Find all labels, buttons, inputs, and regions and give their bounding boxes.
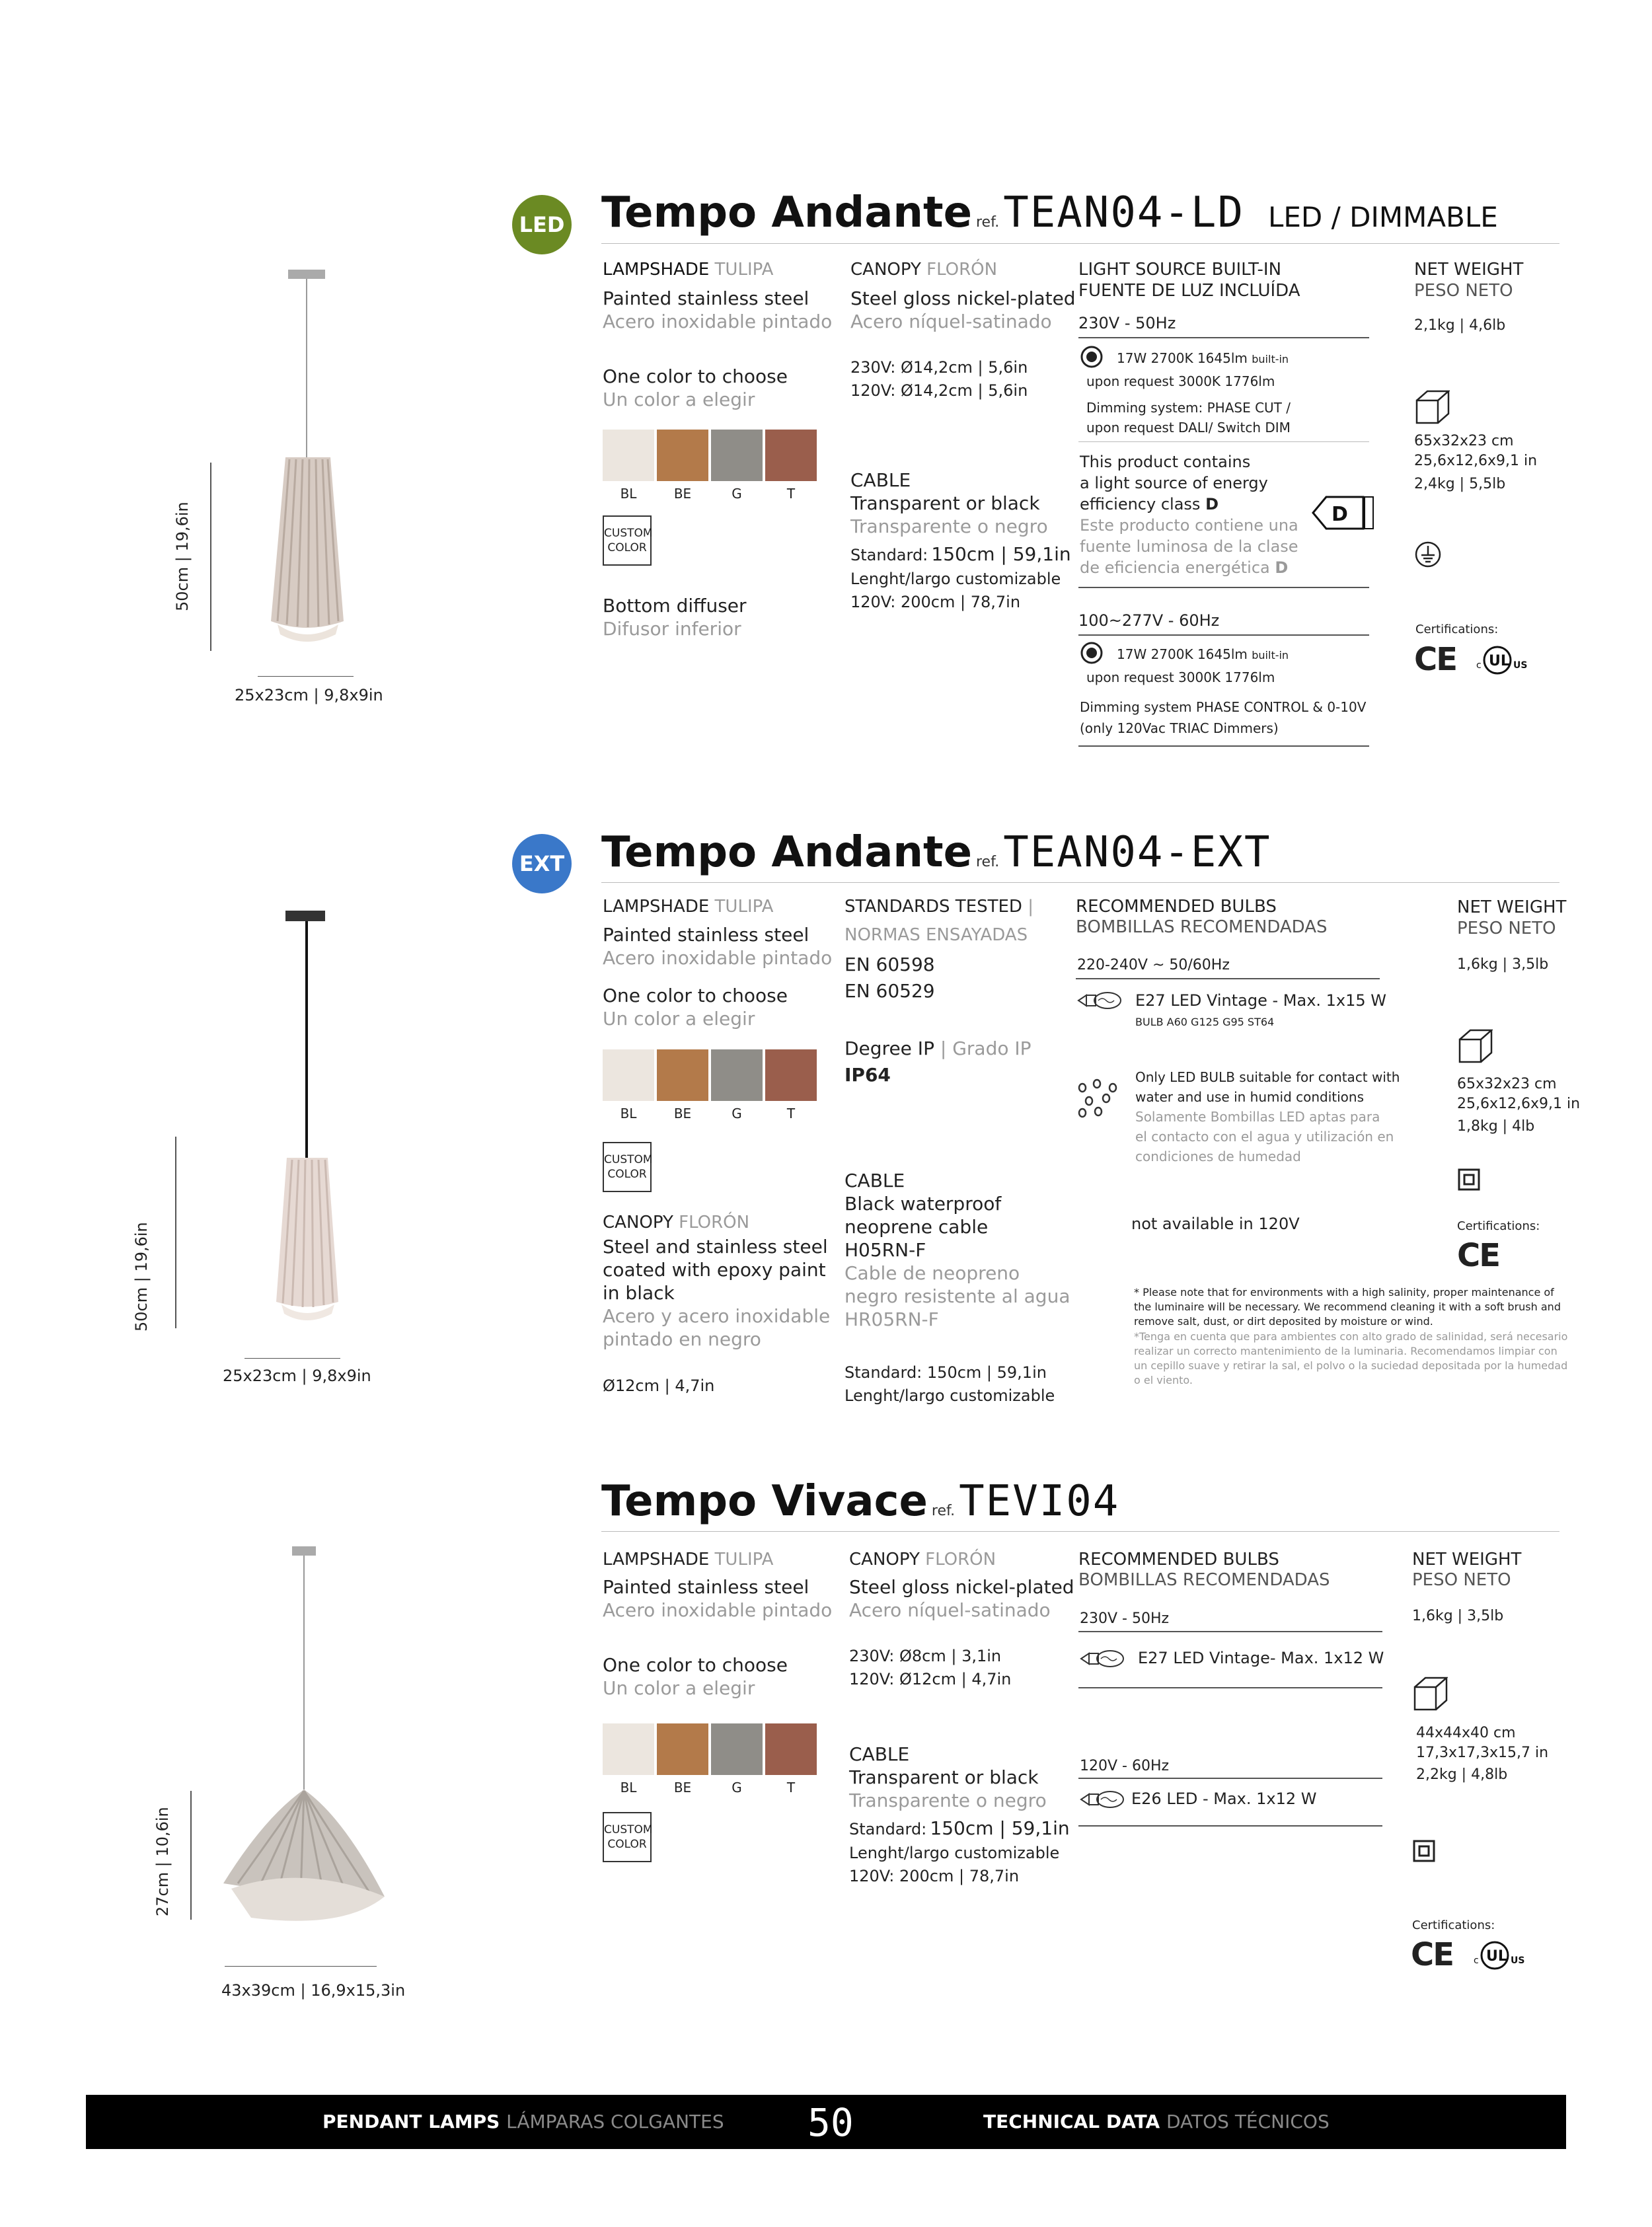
humidity-note-es: el contacto con el agua y utilización en	[1135, 1129, 1394, 1145]
product-name: Tempo Vivace	[601, 1477, 928, 1526]
salinity-note-es: *Tenga en cuenta que para ambientes con alto grado de salinidad, será necesario realizar un correcto mantenimiento de la luminaria. Recomendamos limpiar con un cepillo suave y retirar la sal, el polvo o la suciedad depositada por la humedad o el viento.	[1134, 1330, 1568, 1386]
cable-material: Transparent or black	[849, 1766, 1039, 1788]
divider	[1078, 1825, 1382, 1827]
svg-text:US: US	[1513, 660, 1528, 671]
height-dimension: 50cm | 19,6in	[132, 1222, 151, 1332]
light-source-heading: LIGHT SOURCE BUILT-IN	[1078, 260, 1282, 280]
product-name: Tempo Andante	[601, 828, 972, 877]
weight-heading-es: PESO NETO	[1414, 281, 1513, 301]
cable-material: neoprene cable	[845, 1216, 989, 1238]
canopy-material: Steel and stainless steel	[603, 1236, 828, 1258]
swatch-g[interactable]	[711, 1049, 763, 1101]
swatch-be[interactable]	[657, 1049, 708, 1101]
ref-label: ref.	[975, 854, 1000, 870]
ce-mark-icon: CE	[1411, 1936, 1454, 1973]
product-code: TEAN04-EXT	[1003, 828, 1271, 877]
ce-mark-icon: CE	[1457, 1237, 1500, 1274]
bulb-spec: E26 LED - Max. 1x12 W	[1131, 1790, 1317, 1808]
swatch-be[interactable]	[657, 430, 708, 481]
lampshade-material: Painted stainless steel	[603, 287, 809, 309]
swatch-be[interactable]	[657, 1723, 708, 1775]
cable-length: Lenght/largo customizable	[849, 1844, 1060, 1862]
product-code: TEAN04-LD	[1003, 188, 1244, 237]
box-size-in: 17,3x17,3x15,7 in	[1416, 1745, 1549, 1761]
color-choice: One color to choose	[603, 365, 788, 387]
svg-text:c: c	[1474, 1955, 1479, 1966]
swatch-t[interactable]	[765, 430, 817, 481]
certifications-label: Certifications:	[1457, 1219, 1540, 1233]
dimming-system-2: (only 120Vac TRIAC Dimmers)	[1080, 720, 1279, 736]
canopy-size-230: 230V: Ø14,2cm | 5,6in	[850, 358, 1028, 377]
box-size-in: 25,6x12,6x9,1 in	[1457, 1096, 1581, 1112]
ip-heading: Degree IP | Grado IP	[845, 1038, 1032, 1059]
bulbs-heading-es: BOMBILLAS RECOMENDADAS	[1076, 917, 1328, 937]
product-title	[601, 188, 1498, 237]
earth-ground-icon	[1414, 541, 1442, 568]
canopy-size-230: 230V: Ø8cm | 3,1in	[849, 1647, 1002, 1665]
title-rule	[601, 243, 1559, 244]
lampshade-material: Painted stainless steel	[603, 924, 809, 946]
cable-heading: CABLE	[845, 1170, 905, 1191]
canopy-material-es: Acero níquel-satinado	[850, 311, 1052, 332]
gross-weight: 2,4kg | 5,5lb	[1414, 476, 1506, 492]
ref-label: ref.	[975, 214, 1000, 231]
bulbs-heading: RECOMMENDED BULBS	[1076, 897, 1277, 917]
net-weight: 1,6kg | 3,5lb	[1457, 956, 1549, 973]
water-drops-icon	[1076, 1078, 1123, 1118]
canopy-heading: CANOPY FLORÓN	[850, 260, 998, 280]
energy-label-icon	[1312, 494, 1374, 531]
svg-text:D: D	[1332, 503, 1348, 526]
width-dimension: 25x23cm | 9,8x9in	[235, 686, 383, 704]
swatch-label: T	[786, 1106, 796, 1121]
light-spec: 17W 2700K 1645lm built-in	[1117, 646, 1289, 662]
ul-mark-icon	[1472, 1940, 1532, 1971]
cable-material: Black waterproof	[845, 1193, 1002, 1215]
bulb-spec: E27 LED Vintage - Max. 1x15 W	[1135, 991, 1387, 1010]
upon-request: upon request 3000K 1776lm	[1086, 373, 1275, 389]
title-rule	[601, 882, 1559, 883]
humidity-note: Only LED BULB suitable for contact with	[1135, 1069, 1400, 1085]
humidity-note-es: condiciones de humedad	[1135, 1149, 1301, 1164]
custom-color-button[interactable]: CUSTOM COLOR	[603, 1812, 652, 1862]
canopy-material: in black	[603, 1282, 675, 1304]
color-choice-es: Un color a elegir	[603, 389, 755, 410]
diffuser-es: Difusor inferior	[603, 618, 741, 640]
energy-text-es: fuente luminosa de la clase	[1080, 537, 1298, 556]
humidity-note-es: Solamente Bombillas LED aptas para	[1135, 1109, 1380, 1125]
ip-rating: IP64	[845, 1064, 891, 1086]
bulb-icon	[1077, 989, 1125, 1012]
canopy-size: Ø12cm | 4,7in	[603, 1377, 715, 1395]
cable-standard: Standard: 150cm | 59,1in	[849, 1817, 1070, 1839]
swatch-label: G	[732, 1106, 742, 1121]
energy-text: This product contains	[1080, 453, 1251, 471]
product-title	[601, 1477, 1119, 1526]
gross-weight: 1,8kg | 4lb	[1457, 1118, 1535, 1135]
swatch-label: G	[732, 486, 742, 502]
cable-material-es: Transparente o negro	[850, 515, 1048, 537]
dimming-system-2: upon request DALI/ Switch DIM	[1086, 420, 1291, 435]
svg-text:US: US	[1511, 1955, 1525, 1966]
box-icon	[1414, 389, 1450, 426]
swatch-t[interactable]	[765, 1049, 817, 1101]
humidity-note: water and use in humid conditions	[1135, 1089, 1365, 1105]
lampshade-material: Painted stainless steel	[603, 1576, 809, 1598]
certifications-label: Certifications:	[1415, 623, 1499, 636]
canopy-size-120: 120V: Ø12cm | 4,7in	[849, 1670, 1012, 1688]
swatch-label: BL	[620, 1780, 637, 1795]
divider	[1078, 634, 1369, 636]
width-dimension-line	[258, 676, 354, 677]
ce-mark-icon: CE	[1414, 641, 1457, 678]
color-choice-es: Un color a elegir	[603, 1677, 755, 1699]
swatch-t[interactable]	[765, 1723, 817, 1775]
swatch-bl[interactable]	[603, 1723, 654, 1775]
weight-heading: NET WEIGHT	[1414, 260, 1524, 280]
swatch-label: T	[786, 486, 796, 502]
bulbs-heading: RECOMMENDED BULBS	[1078, 1550, 1279, 1569]
color-choice: One color to choose	[603, 1654, 788, 1676]
lampshade-material-es: Acero inoxidable pintado	[603, 311, 833, 332]
certifications-label: Certifications:	[1412, 1918, 1495, 1932]
salinity-note: * Please note that for environments with a high salinity, proper maintenance of the luminaire will be necessary. We recommend cleaning it with a soft brush and remove salt, dust, or dirt deposited by moisture or wind.	[1134, 1286, 1561, 1328]
box-size-in: 25,6x12,6x9,1 in	[1414, 453, 1538, 469]
canopy-material: Steel gloss nickel-plated	[850, 287, 1076, 309]
voltage-100: 100~277V - 60Hz	[1078, 611, 1220, 630]
light-source-heading-es: FUENTE DE LUZ INCLUÍDA	[1078, 281, 1300, 301]
gross-weight: 2,2kg | 4,8lb	[1416, 1766, 1508, 1783]
swatch-label: BL	[620, 486, 637, 502]
canopy-material: coated with epoxy paint	[603, 1259, 826, 1281]
swatch-g[interactable]	[711, 430, 763, 481]
diffuser: Bottom diffuser	[603, 595, 747, 617]
cable-120: 120V: 200cm | 78,7in	[849, 1867, 1020, 1885]
cable-material-es: Cable de neopreno	[845, 1262, 1020, 1284]
height-dimension-line	[190, 1791, 192, 1920]
divider	[1078, 587, 1369, 588]
lamp-image	[238, 264, 396, 661]
divider	[1078, 1778, 1382, 1779]
standard-item: EN 60598	[845, 954, 935, 975]
dimming-system: Dimming system PHASE CONTROL & 0-10V	[1080, 699, 1367, 715]
footer-section-right[interactable]: TECHNICAL DATA DATOS TÉCNICOS	[983, 2111, 1330, 2133]
ul-mark-icon	[1475, 644, 1534, 676]
weight-heading: NET WEIGHT	[1457, 897, 1567, 917]
product-name: Tempo Andante	[601, 188, 972, 237]
width-dimension-line	[225, 1966, 377, 1967]
ext-badge: EXT	[512, 834, 572, 893]
width-dimension: 25x23cm | 9,8x9in	[223, 1367, 371, 1385]
energy-text: a light source of energy	[1080, 474, 1268, 492]
cable-material-es: Transparente o negro	[849, 1790, 1047, 1811]
net-weight: 1,6kg | 3,5lb	[1412, 1608, 1504, 1624]
lamp-image	[238, 899, 396, 1335]
cable-material: Transparent or black	[850, 492, 1040, 514]
title-rule	[601, 1531, 1559, 1532]
cable-length: Lenght/largo customizable	[850, 570, 1061, 588]
svg-text:UL: UL	[1486, 1948, 1507, 1965]
bulb-icon	[1080, 1788, 1127, 1811]
svg-text:UL: UL	[1489, 653, 1510, 669]
product-subtitle: LED / DIMMABLE	[1267, 201, 1498, 233]
weight-heading: NET WEIGHT	[1412, 1550, 1522, 1569]
box-size: 65x32x23 cm	[1457, 1076, 1557, 1092]
energy-text-es: Este producto contiene una	[1080, 516, 1298, 535]
swatch-label: BE	[673, 1106, 692, 1121]
swatch-label: G	[732, 1780, 742, 1795]
voltage-120: 120V - 60Hz	[1080, 1758, 1170, 1774]
standards-heading-es: NORMAS ENSAYADAS	[845, 925, 1028, 945]
bulb-icon	[1080, 1647, 1127, 1671]
divider	[1078, 745, 1369, 747]
svg-text:c: c	[1476, 660, 1482, 671]
class-ii-icon	[1457, 1168, 1481, 1191]
energy-text-es: de eficiencia energética D	[1080, 558, 1289, 577]
canopy-material-es: Acero níquel-satinado	[849, 1599, 1051, 1621]
cable-length: Lenght/largo customizable	[845, 1386, 1055, 1405]
canopy-heading: CANOPY FLORÓN	[603, 1213, 750, 1232]
cable-heading: CABLE	[849, 1743, 910, 1765]
page-number: 50	[807, 2100, 854, 2145]
canopy-material: Steel gloss nickel-plated	[849, 1576, 1074, 1598]
width-dimension: 43x39cm | 16,9x15,3in	[221, 1981, 406, 2000]
swatch-g[interactable]	[711, 1723, 763, 1775]
custom-color-button[interactable]: CUSTOM COLOR	[603, 515, 652, 566]
box-size: 44x44x40 cm	[1416, 1725, 1516, 1741]
cable-standard: Standard: 150cm | 59,1in	[850, 543, 1071, 565]
width-dimension-line	[244, 1358, 340, 1359]
divider	[1076, 978, 1380, 979]
canopy-material-es: Acero y acero inoxidable	[603, 1305, 831, 1327]
bulb-types: BULB A60 G125 G95 ST64	[1135, 1016, 1275, 1028]
cable-standard: Standard: 150cm | 59,1in	[845, 1363, 1047, 1382]
divider	[1078, 1631, 1382, 1632]
lampshade-material-es: Acero inoxidable pintado	[603, 1599, 833, 1621]
cable-material-es: HR05RN-F	[845, 1308, 939, 1330]
swatch-label: T	[786, 1780, 796, 1795]
divider	[1078, 337, 1369, 338]
cable-material: H05RN-F	[845, 1239, 926, 1261]
product-code: TEVI04	[959, 1477, 1120, 1526]
lamp-image	[211, 1540, 410, 1936]
color-choice: One color to choose	[603, 985, 788, 1006]
height-dimension: 50cm | 19,6in	[173, 502, 192, 611]
height-dimension-line	[175, 1137, 176, 1328]
led-source-icon	[1080, 641, 1104, 665]
lampshade-heading: LAMPSHADE TULIPA	[603, 260, 774, 280]
standards-heading: STANDARDS TESTED |	[845, 897, 1033, 917]
custom-color-button[interactable]: CUSTOM COLOR	[603, 1142, 652, 1192]
lampshade-heading: LAMPSHADE TULIPA	[603, 1550, 774, 1569]
swatch-bl[interactable]	[603, 430, 654, 481]
class-ii-icon	[1412, 1839, 1436, 1863]
color-choice-es: Un color a elegir	[603, 1008, 755, 1030]
lampshade-heading: LAMPSHADE TULIPA	[603, 897, 774, 917]
divider	[1078, 1687, 1382, 1688]
voltage-230: 230V - 50Hz	[1080, 1610, 1170, 1627]
ref-label: ref.	[931, 1503, 956, 1519]
voltage: 220-240V ~ 50/60Hz	[1077, 957, 1230, 973]
box-size: 65x32x23 cm	[1414, 433, 1514, 449]
lampshade-material-es: Acero inoxidable pintado	[603, 947, 833, 969]
cable-heading: CABLE	[850, 469, 911, 491]
swatch-label: BE	[673, 1780, 692, 1795]
light-spec: 17W 2700K 1645lm built-in	[1117, 350, 1289, 366]
led-source-icon	[1080, 345, 1104, 369]
box-icon	[1457, 1028, 1493, 1065]
swatch-label: BE	[673, 486, 692, 502]
voltage-230: 230V - 50Hz	[1078, 314, 1176, 332]
height-dimension: 27cm | 10,6in	[153, 1807, 172, 1916]
standard-item: EN 60529	[845, 980, 935, 1002]
canopy-size-120: 120V: Ø14,2cm | 5,6in	[850, 381, 1028, 400]
canopy-material-es: pintado en negro	[603, 1328, 761, 1350]
divider	[1078, 441, 1369, 442]
net-weight: 2,1kg | 4,6lb	[1414, 317, 1506, 334]
cable-material-es: negro resistente al agua	[845, 1285, 1070, 1307]
bulbs-heading-es: BOMBILLAS RECOMENDADAS	[1078, 1570, 1330, 1590]
height-dimension-line	[210, 463, 211, 651]
swatch-bl[interactable]	[603, 1049, 654, 1101]
footer-section-left[interactable]: PENDANT LAMPS LÁMPARAS COLGANTES	[322, 2111, 724, 2133]
dimming-system: Dimming system: PHASE CUT /	[1086, 400, 1291, 416]
upon-request: upon request 3000K 1776lm	[1086, 669, 1275, 685]
swatch-label: BL	[620, 1106, 637, 1121]
bulb-spec: E27 LED Vintage- Max. 1x12 W	[1138, 1649, 1384, 1667]
not-available-120v: not available in 120V	[1131, 1215, 1300, 1233]
weight-heading-es: PESO NETO	[1457, 919, 1556, 938]
energy-text: efficiency class D	[1080, 495, 1219, 513]
led-badge: LED	[512, 195, 572, 254]
product-title	[601, 828, 1271, 877]
footer-bar	[86, 2095, 1566, 2149]
box-icon	[1412, 1675, 1448, 1712]
canopy-heading: CANOPY FLORÓN	[849, 1550, 996, 1569]
cable-120: 120V: 200cm | 78,7in	[850, 593, 1021, 611]
weight-heading-es: PESO NETO	[1412, 1570, 1511, 1590]
